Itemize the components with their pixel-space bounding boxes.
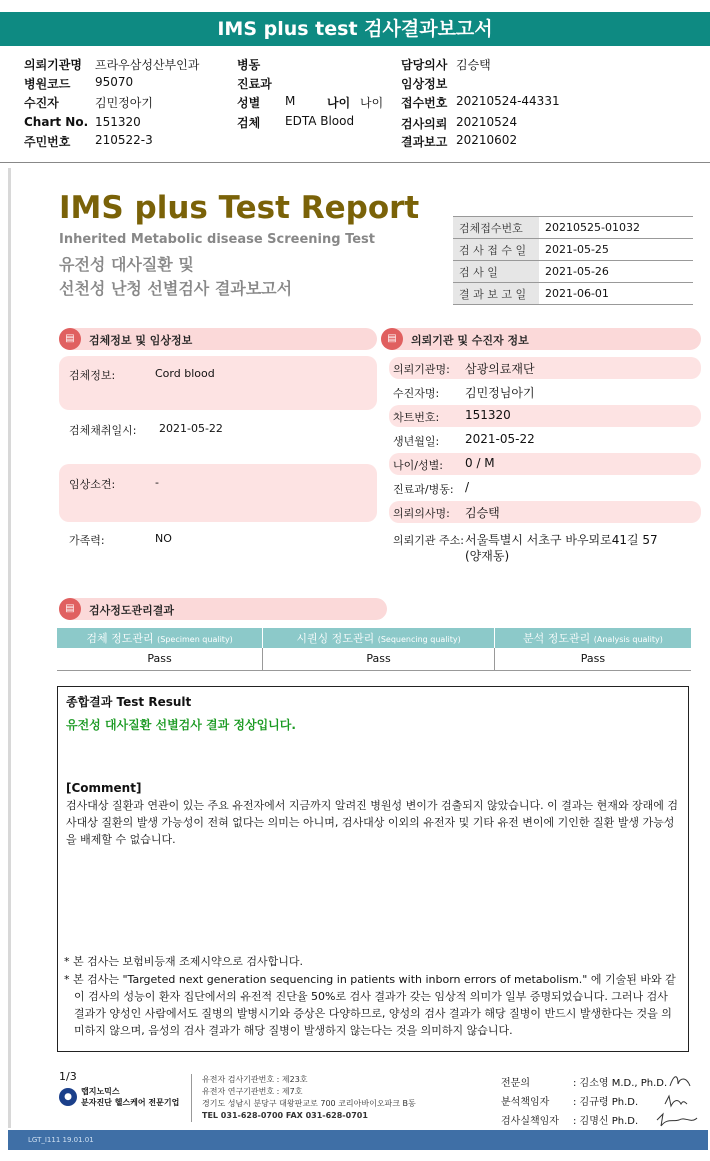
table-row [453,239,693,261]
table-row [453,261,693,283]
qc-header-ko: 검체 정도관리 [86,632,154,645]
header-value: 210522-3 [95,133,153,147]
lab-info-line: 유전자 연구기관번호 : 제7호 [202,1087,303,1096]
comment-title: [Comment] [66,781,142,795]
family-history [59,526,377,556]
receipt-label: 검 사 접 수 일 [453,239,539,261]
signer-value: : 김규령 Ph.D. [573,1097,639,1108]
institution-value: / [465,480,470,494]
qc-table [57,628,691,671]
result-title: 종합결과 Test Result [66,695,192,709]
qc-value: Pass [57,648,263,670]
address-line: (양재동) [465,549,510,563]
form-code-bar: LGT_I111 19.01.01 [8,1130,708,1150]
disclaimer-note: * 본 검사는 보험비등재 조제시약으로 검사합니다. [64,955,303,968]
institution-row [389,453,701,475]
institution-label: 의뢰의사명: [393,507,450,520]
header-value: 20210602 [456,133,518,147]
specimen-label: 임상소견: [69,478,116,491]
institution-row [389,357,701,379]
result-box [57,686,689,1052]
qc-header-ko: 시퀀싱 정도관리 [296,632,375,645]
header-divider [0,162,710,163]
clinical-findings [59,464,377,522]
institution-row [389,501,701,523]
specimen-value: - [155,476,159,489]
institution-label: 나이/성별: [393,459,443,472]
specimen-value: NO [155,532,172,545]
receipt-label: 검체접수번호 [453,217,539,239]
header-label: 임상정보 [401,77,448,91]
lab-info-line: 경기도 성남시 분당구 대왕판교로 700 코리아바이오파크 B동 [202,1099,416,1108]
company-logo-icon: ● [59,1088,77,1106]
logo-line: 분자진단 헬스케어 전문기업 [81,1098,180,1107]
section-title: 검체정보 및 임상정보 [89,334,193,347]
header-label: 주민번호 [24,135,71,149]
clipboard-icon: ▤ [59,598,81,620]
lab-info-line: 유전자 검사기관번호 : 제23호 [202,1075,308,1084]
table-row [453,217,693,239]
header-label: 나이 [327,96,351,110]
signer-row [501,1074,667,1093]
address-line: 서울특별시 서초구 바우뫼로41길 57 [465,533,658,547]
header-value: 프라우삼성산부인과 [95,58,200,72]
signature-mark [661,1092,691,1112]
institution-value: 삼광의료재단 [465,362,535,376]
qc-header-en: (Sequencing quality) [377,635,461,644]
signer-label: 분석책임자 [501,1097,550,1108]
table-header-row [57,628,691,648]
header-label: 검사의뢰 [401,117,448,131]
specimen-date [59,414,377,464]
specimen-section-header [59,328,377,350]
section-title: 의뢰기관 및 수진자 정보 [411,334,529,347]
header-value: 151320 [95,115,141,129]
qc-header-en: (Analysis quality) [593,635,663,644]
institution-section-header [381,328,701,350]
header-value: 20210524 [456,115,518,129]
logo-line: 랩지노믹스 [81,1087,120,1096]
signer-row [501,1112,667,1131]
result-summary: 유전성 대사질환 선별검사 결과 정상입니다. [66,718,296,732]
receipt-value: 2021-05-25 [539,239,693,261]
section-title: 검사정도관리결과 [89,604,175,617]
qc-header-ko: 분석 정도관리 [523,632,591,645]
signer-label: 전문의 [501,1078,530,1089]
signer-value: : 김소영 M.D., Ph.D. [573,1078,668,1089]
institution-row [389,381,701,403]
institution-row [389,429,701,451]
institution-label: 의뢰기관명: [393,363,450,376]
header-label: Chart No. [24,115,89,129]
signers [501,1074,667,1131]
qc-header-en: (Specimen quality) [157,635,233,644]
header-label: 접수번호 [401,96,448,110]
institution-value: 김민정님아기 [465,386,535,400]
header-value: 나이 [360,96,384,110]
clipboard-icon: ▤ [59,328,81,350]
disclaimer-note: * 본 검사는 "Targeted next generation sequencing in patients with inborn errors of metabolism." 에 기술된 바와 같이 검사의 성능이 환자 집단에서의 유전적 진단율 50%로 검사 결과가 갖는 임상적 의미가 일부 증명되었습니다. 그러나 검사 결과가 양성인 사람에서도 질병의 발병시기와 증상은 다양하므로, 양성의 검사 결과가 해당 질병이 반드시 발생한다는 것을 의미하지 않으며, 음성의 검사 결과가 해당 질병이 발생하지 않는다는 것을 의미하지 않습니다. [64,973,676,1037]
table-row [57,648,691,670]
order-header [0,54,710,154]
report-subtitle-en: Inherited Metabolic disease Screening Test [59,232,376,247]
header-value: 김승택 [456,58,491,72]
report-title: IMS plus Test Report [59,190,420,226]
signer-value: : 김명신 Ph.D. [573,1116,639,1127]
qc-header [263,628,495,648]
lab-info-line: TEL 031-628-0700 FAX 031-628-0701 [202,1111,368,1120]
header-label: 검체 [237,116,261,130]
header-value: M [285,94,296,108]
report-subtitle-ko: 선천성 난청 선별검사 결과보고서 [59,279,293,298]
signature-mark [666,1072,696,1092]
header-label: 의뢰기관명 [24,58,82,72]
header-label: 병동 [237,58,261,72]
header-label: 성별 [237,96,261,110]
lab-info [191,1074,416,1122]
receipt-table [453,216,693,305]
receipt-label: 결 과 보 고 일 [453,283,539,305]
report-subtitle-ko: 유전성 대사질환 및 [59,255,194,274]
specimen-value: Cord blood [155,367,215,380]
specimen-label: 검체채취일시: [69,424,137,437]
receipt-value: 2021-06-01 [539,283,693,305]
institution-label: 생년월일: [393,435,440,448]
document-icon: ▤ [381,328,403,350]
qc-header [57,628,263,648]
header-label: 담당의사 [401,58,448,72]
institution-label: 차트번호: [393,411,440,424]
header-value: EDTA Blood [285,114,355,128]
specimen-label: 검체정보: [69,369,116,382]
signer-row [501,1093,667,1112]
report-page [8,168,708,1128]
signer-label: 검사실책임자 [501,1116,559,1127]
page-number: 1/3 [59,1070,77,1083]
qc-value: Pass [494,648,691,670]
header-label: 진료과 [237,77,272,91]
qc-value: Pass [263,648,495,670]
institution-value: 김승택 [465,506,500,520]
specimen-value: 2021-05-22 [159,422,223,435]
header-value: 김민정아기 [95,96,153,110]
institution-row [389,405,701,427]
receipt-value: 20210525-01032 [539,217,693,239]
qc-header [494,628,691,648]
comment-text: 검사대상 질환과 연관이 있는 주요 유전자에서 지금까지 알려진 병원성 변이가 검출되지 않았습니다. 이 결과는 현재와 장래에 검사대상 질환의 발생 가능성이 전혀 없다는 의미는 아니며, 검사대상 이외의 유전자 및 기타 유전 변이에 기인한 질환 발생 가능성을 배제할 수 없습니다. [66,799,678,846]
header-label: 수진자 [24,96,59,110]
receipt-label: 검 사 일 [453,261,539,283]
specimen-label: 가족력: [69,534,105,547]
specimen-info [59,356,377,410]
receipt-value: 2021-05-26 [539,261,693,283]
header-label: 결과보고 [401,135,448,149]
institution-label: 진료과/병동: [393,483,454,496]
institution-value: 151320 [465,408,511,422]
signature-mark [653,1110,701,1130]
table-row [453,283,693,305]
report-banner: IMS plus test 검사결과보고서 [0,12,710,46]
address-label: 의뢰기관 주소: [393,534,464,547]
institution-value: 0 / M [465,456,495,470]
institution-value: 2021-05-22 [465,432,535,446]
qc-section-header [59,598,387,620]
institution-row [389,477,701,499]
header-value: 20210524-44331 [456,94,560,108]
institution-label: 수진자명: [393,387,440,400]
company-logo-text [81,1086,179,1108]
header-value: 95070 [95,75,134,89]
header-label: 병원코드 [24,77,71,91]
